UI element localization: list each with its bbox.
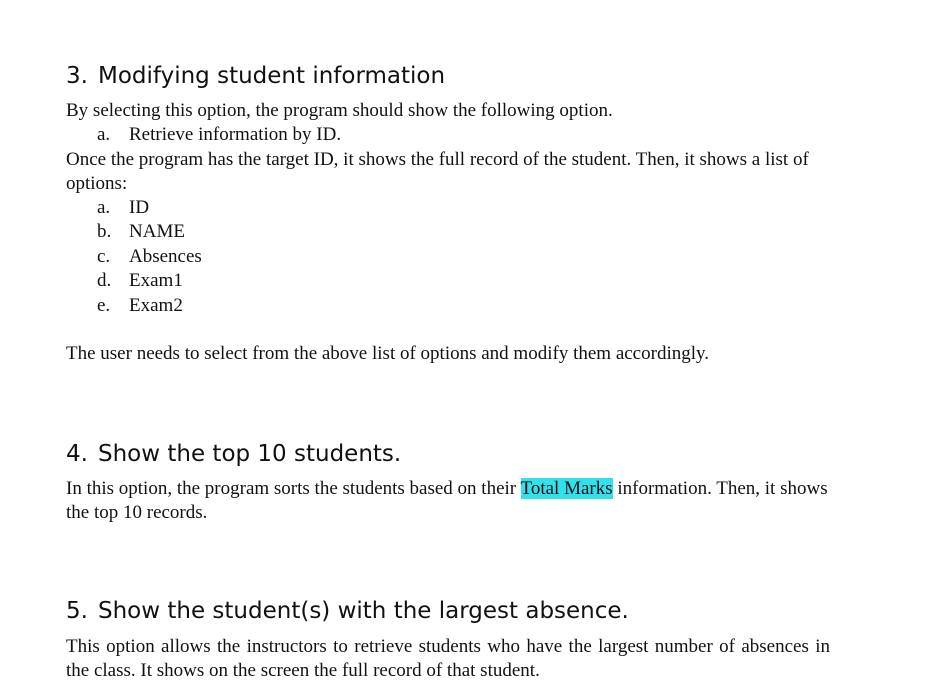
list-item-text: NAME [129,221,185,243]
list-item-text: Exam1 [129,270,183,292]
list-marker: e. [97,294,111,316]
list-item [66,294,202,318]
section-3-option-list [66,123,341,147]
list-item [66,123,341,147]
section-5-number: 5. [66,598,88,624]
section-5-paragraph: This option allows the instructors to retrieve students who have the largest number of absences in the class. It shows on the screen the full record of that student. [66,636,830,681]
list-marker: a. [97,197,111,218]
list-item-text: ID [129,197,150,218]
section-3-heading [66,62,445,90]
list-item [66,245,202,269]
highlighted-text: Total Marks [520,478,613,499]
section-3-closing: The user needs to select from the above list of options and modify them accordingly. [66,343,710,364]
list-item-text: Exam2 [129,294,183,316]
section-3-number: 3. [66,63,88,89]
list-item [66,196,202,220]
section-4-number: 4. [66,441,88,467]
list-item [66,220,202,244]
section-3-intro: By selecting this option, the program should show the following option. [66,100,613,121]
section-4-title: Show the top 10 students. [98,441,402,467]
list-item-text: Absences [129,245,202,267]
section-5-title: Show the student(s) with the largest absence. [98,598,629,624]
list-marker: b. [97,221,112,243]
section-3-title: Modifying student information [98,63,446,89]
section-4-text-before: In this option, the program sorts the students based on their [66,478,521,499]
list-marker: d. [97,270,112,292]
section-4-text-after: information. Then, it shows the top 10 records. [66,478,828,523]
list-marker: c. [97,245,111,267]
section-4-heading [66,440,401,468]
list-item [66,269,202,293]
section-4-paragraph [66,477,830,525]
section-5-heading [66,597,629,625]
list-marker: a. [97,124,111,145]
section-3-paragraph: Once the program has the target ID, it shows the full record of the student. Then, it shows a list of options: [66,149,809,194]
section-3-field-list [66,196,202,318]
list-item-text: Retrieve information by ID. [129,124,342,145]
